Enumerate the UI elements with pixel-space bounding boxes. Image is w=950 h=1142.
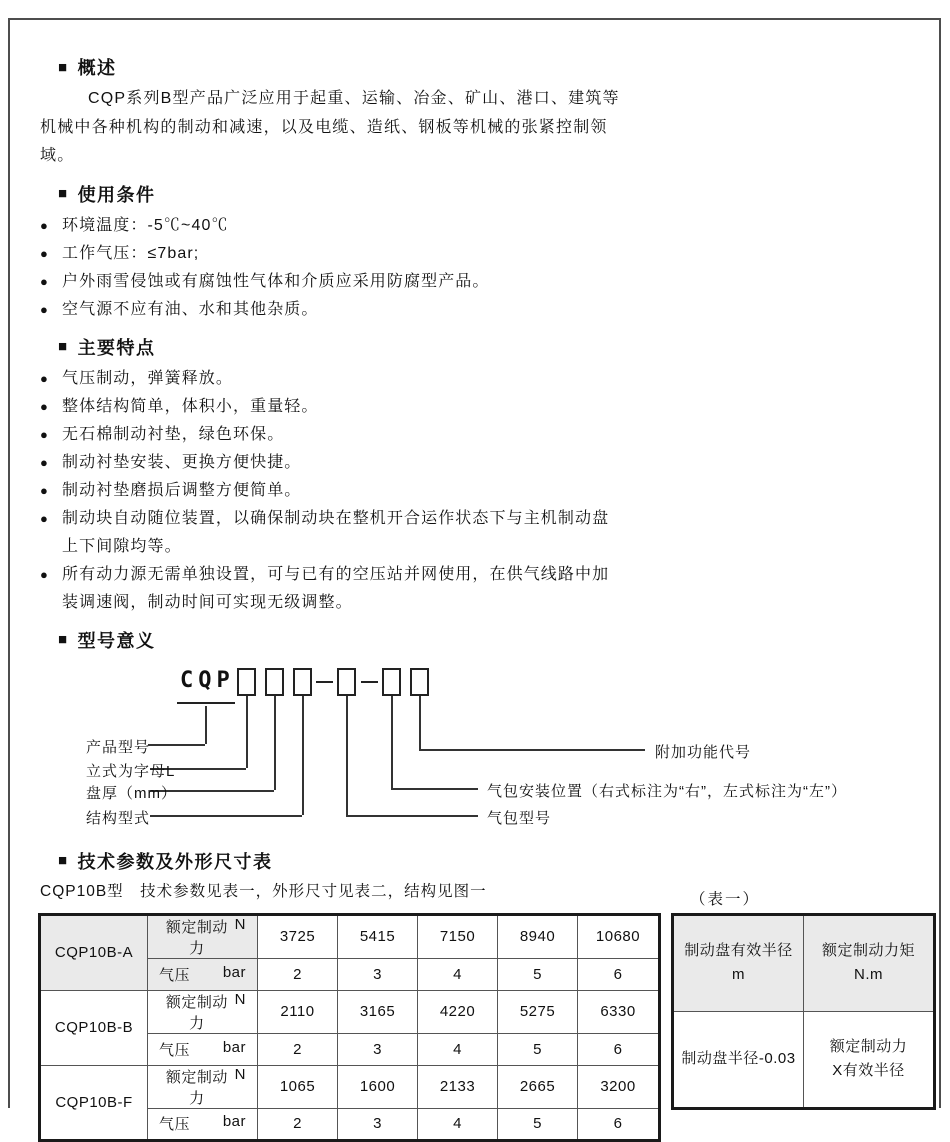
value-cell: 2: [258, 1033, 338, 1065]
value-cell: 10680: [578, 914, 660, 958]
features-list: [40, 365, 620, 617]
value-cell: 4220: [418, 990, 498, 1033]
section-marker-icon: ■: [58, 852, 69, 869]
param-label: 气压: [159, 1116, 191, 1133]
section-marker-icon: ■: [58, 338, 69, 355]
list-item-text: 户外雨雪侵蚀或有腐蚀性气体和介质应采用防腐型产品。: [62, 272, 490, 290]
list-item-text: 所有动力源无需单独设置，可与已有的空压站并网使用，在供气线路中加装调速阀，制动时间可实现无级调整。: [62, 565, 610, 611]
specs-subtitle-row: [40, 879, 922, 908]
list-item: [40, 477, 620, 505]
header-unit: m: [732, 966, 745, 983]
model-prefix-text: CQP: [180, 667, 235, 693]
effective-radius-header-cell: [673, 914, 804, 1011]
section-marker-icon: ■: [58, 58, 69, 76]
bullet-icon: ●: [40, 454, 49, 470]
list-item-text: 工作气压：≤7bar;: [62, 244, 200, 262]
model-code-dash: [361, 681, 378, 683]
section-model-meaning-heading: [58, 627, 922, 653]
bullet-icon: ●: [40, 510, 49, 526]
list-item-text: 无石棉制动衬垫，绿色环保。: [62, 425, 285, 443]
section-title: 主要特点: [77, 337, 156, 358]
value-cell: 2110: [258, 990, 338, 1033]
table-row: [673, 914, 935, 1011]
param-unit: N: [234, 915, 246, 933]
connector-line: [419, 696, 421, 749]
value-cell: 6: [578, 1108, 660, 1140]
bullet-icon: ●: [40, 217, 49, 233]
list-item: [40, 421, 620, 449]
section-marker-icon: ■: [58, 185, 69, 202]
table-row: [40, 914, 660, 958]
param-label: 气压: [159, 1041, 191, 1059]
diagram-label-airbag-model: 气包型号: [487, 809, 552, 827]
value-cell: 2: [258, 958, 338, 990]
formula-text: 额定制动力: [829, 1038, 908, 1055]
model-code-dash: [316, 681, 333, 683]
value-cell: 3165: [338, 990, 418, 1033]
list-item: [40, 365, 620, 393]
model-code-diagram: [40, 658, 922, 830]
section-title: 型号意义: [77, 630, 156, 651]
bullet-icon: ●: [40, 301, 49, 317]
radius-formula-cell: [673, 1011, 804, 1108]
list-item: [40, 296, 620, 324]
param-label-cell: [148, 914, 258, 958]
bullet-icon: ●: [40, 370, 49, 386]
specs-subtitle: CQP10B型 技术参数见表一，外形尺寸见表二，结构见图一: [40, 882, 487, 900]
model-digit-box: [265, 668, 284, 696]
connector-line: [346, 815, 478, 817]
value-cell: 6330: [578, 990, 660, 1033]
connector-line: [346, 696, 348, 815]
value-cell: 5415: [338, 914, 418, 958]
param-unit: bar: [222, 963, 246, 981]
value-cell: 6: [578, 1033, 660, 1065]
section-title: 技术参数及外形尺寸表: [77, 851, 273, 872]
list-item: [40, 240, 620, 268]
value-cell: 5275: [498, 990, 578, 1033]
bullet-icon: ●: [40, 398, 49, 414]
list-item: [40, 449, 620, 477]
value-cell: 3: [338, 1033, 418, 1065]
connector-line: [150, 815, 302, 817]
list-item: [40, 393, 620, 421]
param-label: 额定制动力: [165, 993, 228, 1032]
rated-torque-header-cell: [804, 914, 935, 1011]
param-label: 额定制动力: [165, 918, 228, 957]
section-marker-icon: ■: [58, 631, 69, 648]
model-digit-box: [293, 668, 312, 696]
diagram-label-vertical-letter: 立式为字母L: [86, 762, 176, 780]
conditions-list: [40, 212, 620, 324]
list-item-text: 整体结构简单，体积小，重量轻。: [62, 397, 319, 415]
header-line: 额定制动力矩: [821, 942, 915, 959]
table-row: [40, 1065, 660, 1108]
param-label-cell: [148, 990, 258, 1033]
section-conditions-heading: [58, 181, 922, 207]
list-item-text: 制动块自动随位装置，以确保制动块在整机开合运作状态下与主机制动盘上下间隙均等。: [62, 509, 610, 555]
diagram-label-extra-function: 附加功能代号: [655, 743, 752, 761]
model-digit-box: [410, 668, 429, 696]
model-digit-box: [382, 668, 401, 696]
param-label-cell: [148, 1065, 258, 1108]
torque-formula-cell: [804, 1011, 935, 1108]
list-item-text: 空气源不应有油、水和其他杂质。: [62, 300, 319, 318]
section-overview-heading: [58, 54, 922, 80]
param-unit: bar: [222, 1113, 246, 1130]
value-cell: 2133: [418, 1065, 498, 1108]
bullet-icon: ●: [40, 426, 49, 442]
value-cell: 1600: [338, 1065, 418, 1108]
value-cell: 3200: [578, 1065, 660, 1108]
connector-line: [391, 696, 393, 788]
param-unit: N: [234, 1065, 246, 1083]
connector-line: [302, 696, 304, 815]
list-item-text: 气压制动，弹簧释放。: [62, 369, 234, 387]
param-label-cell: [148, 1033, 258, 1065]
value-cell: 3725: [258, 914, 338, 958]
model-cell: CQP10B-A: [40, 914, 148, 990]
section-features-heading: [58, 334, 922, 360]
value-cell: 5: [498, 958, 578, 990]
list-item: [40, 268, 620, 296]
header-unit: N.m: [854, 966, 883, 983]
header-line: 制动盘有效半径: [684, 942, 793, 959]
value-cell: 2665: [498, 1065, 578, 1108]
param-label-cell: [148, 1108, 258, 1140]
formula-text: 制动盘半径-0.03: [681, 1050, 796, 1067]
value-cell: 6: [578, 958, 660, 990]
value-cell: 8940: [498, 914, 578, 958]
model-cell: CQP10B-B: [40, 990, 148, 1065]
list-item-text: 制动衬垫磨损后调整方便简单。: [62, 481, 302, 499]
section-title: 概述: [77, 58, 117, 78]
model-prefix-underline: [177, 702, 235, 704]
value-cell: 3: [338, 1108, 418, 1140]
list-item-text: 制动衬垫安装、更换方便快捷。: [62, 453, 302, 471]
model-digit-box: [237, 668, 256, 696]
connector-line: [391, 788, 478, 790]
value-cell: 4: [418, 1108, 498, 1140]
section-title: 使用条件: [77, 184, 156, 205]
page-content: [40, 44, 922, 1142]
diagram-label-airbag-position: 气包安装位置（右式标注为“右”，左式标注为“左”）: [487, 782, 847, 800]
torque-reference-table: [671, 913, 936, 1110]
value-cell: 2: [258, 1108, 338, 1140]
formula-text: X有效半径: [832, 1062, 905, 1079]
bullet-icon: ●: [40, 245, 49, 261]
table-row: [673, 1011, 935, 1108]
connector-line: [246, 696, 248, 768]
param-unit: N: [234, 990, 246, 1008]
specs-tables: [38, 913, 922, 1142]
list-item: [40, 212, 620, 240]
table-row: [40, 990, 660, 1033]
diagram-label-structure-type: 结构型式: [86, 809, 151, 827]
value-cell: 1065: [258, 1065, 338, 1108]
value-cell: 4: [418, 958, 498, 990]
connector-line: [205, 706, 207, 744]
bullet-icon: ●: [40, 273, 49, 289]
value-cell: 4: [418, 1033, 498, 1065]
model-digit-box: [337, 668, 356, 696]
connector-line: [148, 744, 205, 746]
param-unit: bar: [222, 1038, 246, 1056]
bullet-icon: ●: [40, 482, 49, 498]
list-item-text: 环境温度：-5℃~40℃: [62, 216, 229, 234]
model-cell: CQP10B-F: [40, 1065, 148, 1140]
diagram-label-product-model: 产品型号: [86, 738, 151, 756]
param-label: 额定制动力: [165, 1068, 228, 1107]
value-cell: 5: [498, 1033, 578, 1065]
list-item: [40, 561, 620, 617]
bullet-icon: ●: [40, 566, 49, 582]
overview-paragraph: CQP系列B型产品广泛应用于起重、运输、冶金、矿山、港口、建筑等机械中各种机构的制动和减速，以及电缆、造纸、钢板等机械的张紧控制领域。: [40, 90, 620, 164]
value-cell: 7150: [418, 914, 498, 958]
connector-line: [419, 749, 645, 751]
list-item: [40, 505, 620, 561]
connector-line: [274, 696, 276, 790]
value-cell: 5: [498, 1108, 578, 1140]
diagram-label-disc-thickness: 盘厚（mm）: [86, 784, 177, 802]
section-specs-heading: [58, 848, 922, 874]
value-cell: 3: [338, 958, 418, 990]
param-label: 气压: [159, 966, 191, 984]
table-one-tag: （表一）: [690, 890, 761, 908]
parameters-table: [38, 913, 661, 1142]
param-label-cell: [148, 958, 258, 990]
